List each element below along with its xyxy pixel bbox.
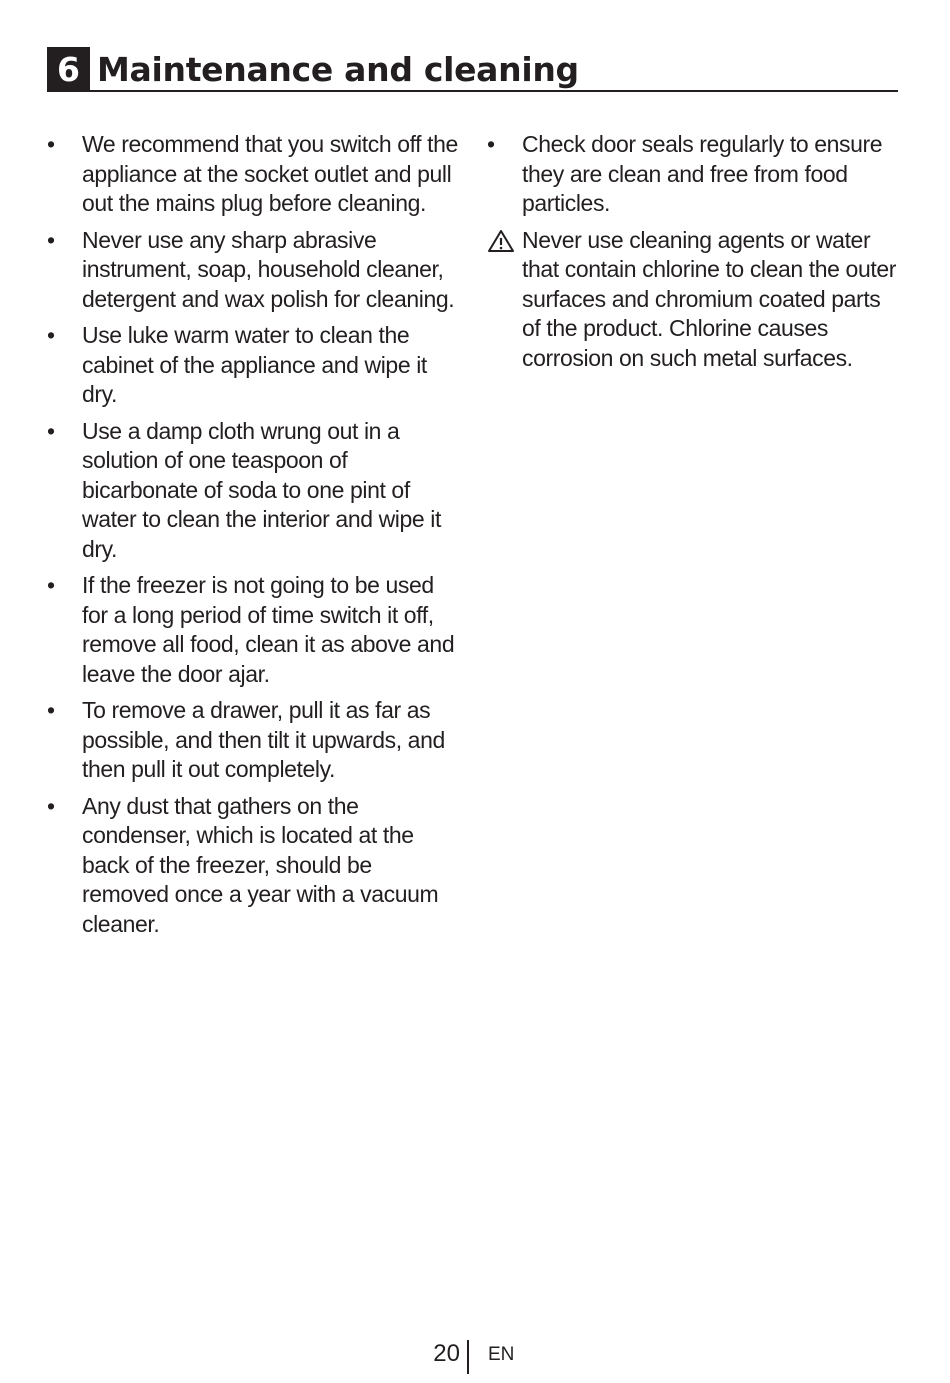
instruction-list-left bbox=[47, 130, 459, 939]
list-item-text: To remove a drawer, pull it as far as possible, and then tilt it upwards, and then pull it out completely. bbox=[82, 697, 445, 782]
warning-text: Never use cleaning agents or water that contain chlorine to clean the outer surfaces and chromium coated parts of the product. Chlorine causes corrosion on such metal surfaces. bbox=[522, 226, 896, 371]
list-item bbox=[47, 130, 459, 219]
list-item-text: Use luke warm water to clean the cabinet of the appliance and wipe it dry. bbox=[82, 322, 427, 407]
list-item bbox=[47, 696, 459, 785]
warning-triangle-icon bbox=[487, 229, 515, 253]
right-column bbox=[487, 130, 899, 373]
list-item-text: If the freezer is not going to be used for a long period of time switch it off, remove all food, clean it as above and leave the door ajar. bbox=[82, 572, 455, 687]
list-item bbox=[47, 226, 459, 315]
list-item bbox=[47, 321, 459, 410]
bullet-icon: • bbox=[47, 226, 55, 253]
bullet-icon: • bbox=[47, 131, 55, 157]
list-item bbox=[487, 130, 899, 219]
page-footer bbox=[0, 1338, 950, 1376]
list-item bbox=[47, 417, 459, 565]
chapter-heading bbox=[47, 47, 898, 92]
list-item bbox=[47, 571, 459, 689]
list-item-text: We recommend that you switch off the appliance at the socket outlet and pull out the mains plug before cleaning. bbox=[82, 131, 458, 216]
chlorine-warning bbox=[487, 226, 899, 374]
list-item-text: Use a damp cloth wrung out in a solution of one teaspoon of bicarbonate of soda to one pint of water to clean the interior and wipe it dry. bbox=[82, 417, 441, 562]
bullet-icon: • bbox=[47, 572, 55, 598]
list-item-text: Any dust that gathers on the condenser, which is located at the back of the freezer, should be removed once a year with a vacuum cleaner. bbox=[82, 792, 439, 937]
language-code: EN bbox=[488, 1344, 515, 1365]
bullet-icon: • bbox=[47, 697, 55, 723]
instruction-list-right bbox=[487, 130, 899, 219]
footer-divider bbox=[467, 1340, 469, 1374]
page-number: 20 bbox=[433, 1340, 460, 1367]
chapter-number-badge: 6 bbox=[47, 47, 90, 92]
list-item-text: Check door seals regularly to ensure they are clean and free from food particles. bbox=[522, 131, 883, 216]
bullet-icon: • bbox=[47, 417, 55, 444]
left-column bbox=[47, 130, 459, 946]
chapter-title: Maintenance and cleaning bbox=[97, 50, 579, 89]
bullet-icon: • bbox=[47, 792, 55, 819]
list-item bbox=[47, 792, 459, 940]
list-item-text: Never use any sharp abrasive instrument, soap, household cleaner, detergent and wax polish for cleaning. bbox=[82, 226, 455, 312]
bullet-icon: • bbox=[47, 322, 55, 348]
bullet-icon: • bbox=[487, 131, 495, 157]
